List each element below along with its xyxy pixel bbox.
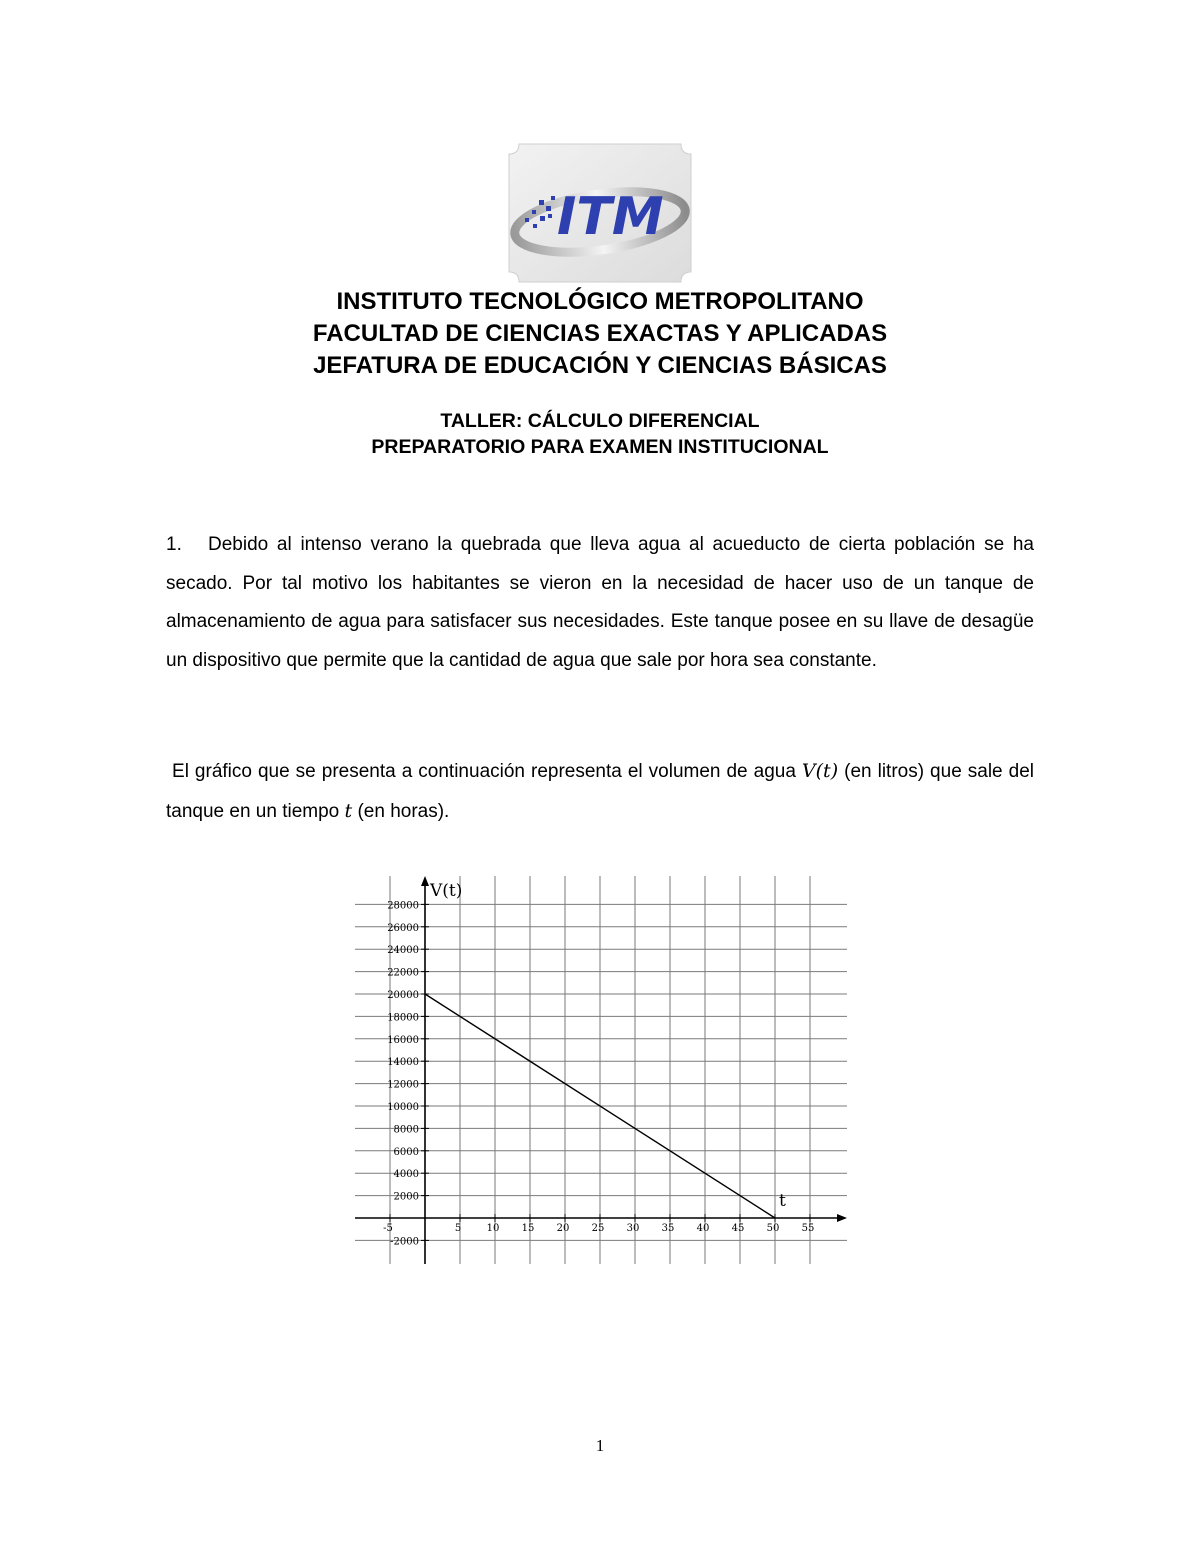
problem-number: 1.	[166, 534, 182, 555]
department-name: JEFATURA DE EDUCACIÓN Y CIENCIAS BÁSICAS	[313, 352, 887, 379]
x-axis-label: t	[779, 1191, 786, 1211]
workshop-subtitle: PREPARATORIO PARA EXAMEN INSTITUCIONAL	[371, 436, 829, 458]
volume-chart-svg	[350, 868, 860, 1268]
institution-name: INSTITUTO TECNOLÓGICO METROPOLITANO	[336, 288, 864, 315]
problem-text: Debido al intenso verano la quebrada que lleva agua al acueducto de cierta población se ha secado. Por tal motivo los habitantes se vieron en la necesidad de hacer uso de un tanque de almacenamiento de agua para satisfacer sus necesidades. Este tanque posee en su llave de desagüe un dispositivo que permite que la cantidad de agua que sale por hora sea constante.	[166, 534, 1034, 671]
y-tick-label: 10000	[387, 1102, 419, 1113]
y-tick-label: 22000	[387, 967, 419, 979]
logo-text: ITM	[557, 187, 664, 247]
x-tick-label: 45	[731, 1223, 745, 1234]
y-tick-label: 26000	[387, 922, 419, 934]
x-tick-label: -5	[383, 1223, 393, 1234]
y-tick-label: 12000	[387, 1079, 419, 1091]
x-tick-label: 55	[801, 1223, 815, 1234]
x-tick-label: 35	[661, 1223, 675, 1234]
y-tick-label: 20000	[387, 990, 419, 1001]
x-tick-label: 50	[766, 1223, 780, 1234]
y-tick-label: 2000	[393, 1191, 419, 1203]
y-tick-label: 24000	[387, 945, 419, 957]
x-tick-label: 30	[626, 1223, 640, 1234]
x-axis-arrow	[837, 1214, 847, 1222]
itm-logo	[505, 140, 695, 286]
x-tick-label: 5	[454, 1223, 462, 1234]
graph-intro-part-b: (en litros) que sale del tanque en un tiempo	[166, 761, 1034, 822]
graph-intro-part-c: (en horas).	[357, 800, 450, 822]
graph-introduction	[166, 752, 1034, 831]
y-axis-arrow	[421, 876, 429, 886]
graph-intro-part-a: El gráfico que se presenta a continuación representa el volumen de agua	[172, 761, 796, 782]
y-tick-label: 28000	[387, 900, 419, 912]
math-t: t	[344, 799, 353, 822]
y-tick-label: 18000	[387, 1012, 419, 1024]
x-tick-label: 15	[521, 1223, 535, 1234]
y-tick-label: 6000	[393, 1146, 419, 1158]
page-number: 1	[595, 1436, 605, 1455]
x-tick-label: 25	[591, 1223, 605, 1234]
x-tick-label: 20	[556, 1223, 570, 1234]
y-tick-label: 4000	[393, 1169, 419, 1181]
x-tick-label: 40	[696, 1223, 710, 1234]
y-axis-label: V(t)	[430, 881, 463, 901]
problem-statement	[166, 526, 1034, 680]
faculty-name: FACULTAD DE CIENCIAS EXACTAS Y APLICADAS	[312, 320, 888, 347]
x-tick-label: 10	[486, 1223, 500, 1234]
math-v-of-t: V(t)	[801, 760, 839, 782]
y-tick-label: 16000	[387, 1034, 419, 1046]
itm-logo-graphic	[505, 140, 695, 286]
volume-chart	[350, 868, 860, 1273]
y-tick-label: 8000	[393, 1124, 419, 1136]
y-tick-label: 14000	[387, 1057, 419, 1069]
workshop-title: TALLER: CÁLCULO DIFERENCIAL	[440, 410, 760, 432]
y-tick-label: -2000	[390, 1236, 419, 1248]
